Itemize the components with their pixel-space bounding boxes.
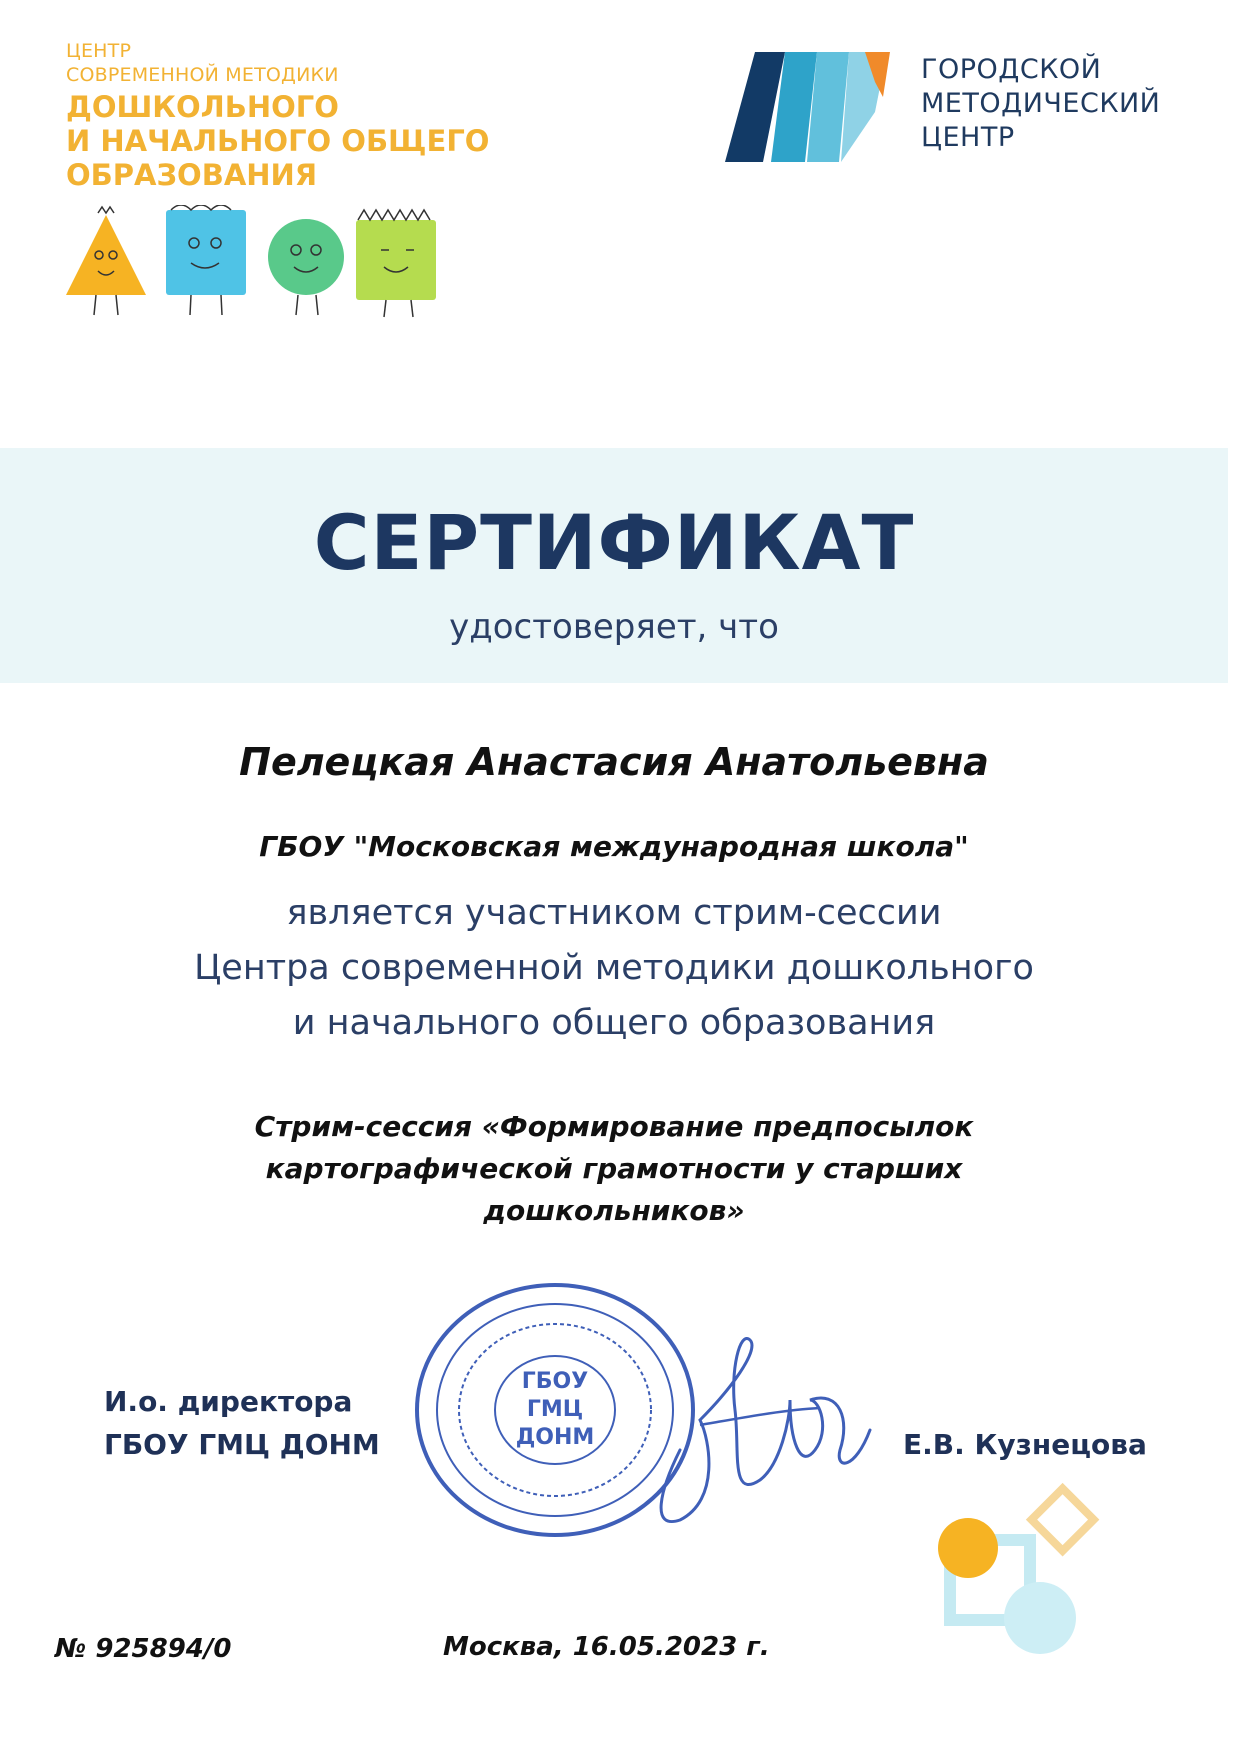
place-and-date: Москва, 16.05.2023 г. [443, 1632, 770, 1662]
gmc-emblem-icon [725, 52, 895, 162]
gmc-logo-text: ГОРОДСКОЙ [921, 54, 1102, 85]
school-name: ГБОУ "Московская международная школа" [259, 830, 969, 863]
participant-name: Пелецкая Анастасия Анатольевна [239, 740, 989, 784]
gmc-logo-text: ЦЕНТР [921, 122, 1015, 153]
logo-text-line: ЦЕНТР [66, 40, 132, 62]
session-title-line: Стрим-сессия «Формирование предпосылок [254, 1110, 974, 1143]
session-title-line: дошкольников» [483, 1194, 745, 1227]
gmc-logo [725, 50, 1175, 170]
body-text-line: Центра современной методики дошкольного [194, 948, 1034, 988]
logo-text-line: И НАЧАЛЬНОГО ОБЩЕГО [66, 124, 490, 158]
signatory-position: И.о. директора [104, 1385, 353, 1418]
certificate-title: СЕРТИФИКАТ [313, 498, 915, 587]
gmc-logo-text: МЕТОДИЧЕСКИЙ [921, 88, 1161, 119]
body-text-line: и начального общего образования [292, 1003, 936, 1043]
shape-characters-icon [66, 205, 466, 320]
stamp-text: ДОНМ [515, 1425, 595, 1450]
signatory-organization: ГБОУ ГМЦ ДОНМ [104, 1428, 380, 1461]
logo-text-line: СОВРЕМЕННОЙ МЕТОДИКИ [66, 64, 339, 86]
signatory-name: Е.В. Кузнецова [903, 1428, 1147, 1461]
logo-text-line: ДОШКОЛЬНОГО [66, 90, 339, 124]
body-text-line: является участником стрим-сессии [286, 893, 942, 933]
stamp-text: ГБОУ [521, 1369, 589, 1394]
certificate-number: № 925894/0 [55, 1634, 232, 1664]
decorative-shapes-icon [930, 1480, 1130, 1660]
session-title-line: картографической грамотности у старших [265, 1152, 963, 1185]
certificate-subtitle: удостоверяет, что [449, 607, 779, 647]
center-logo [66, 40, 526, 320]
signature-icon [640, 1330, 880, 1540]
stamp-text: ГМЦ [526, 1397, 584, 1422]
logo-text-line: ОБРАЗОВАНИЯ [66, 158, 318, 192]
